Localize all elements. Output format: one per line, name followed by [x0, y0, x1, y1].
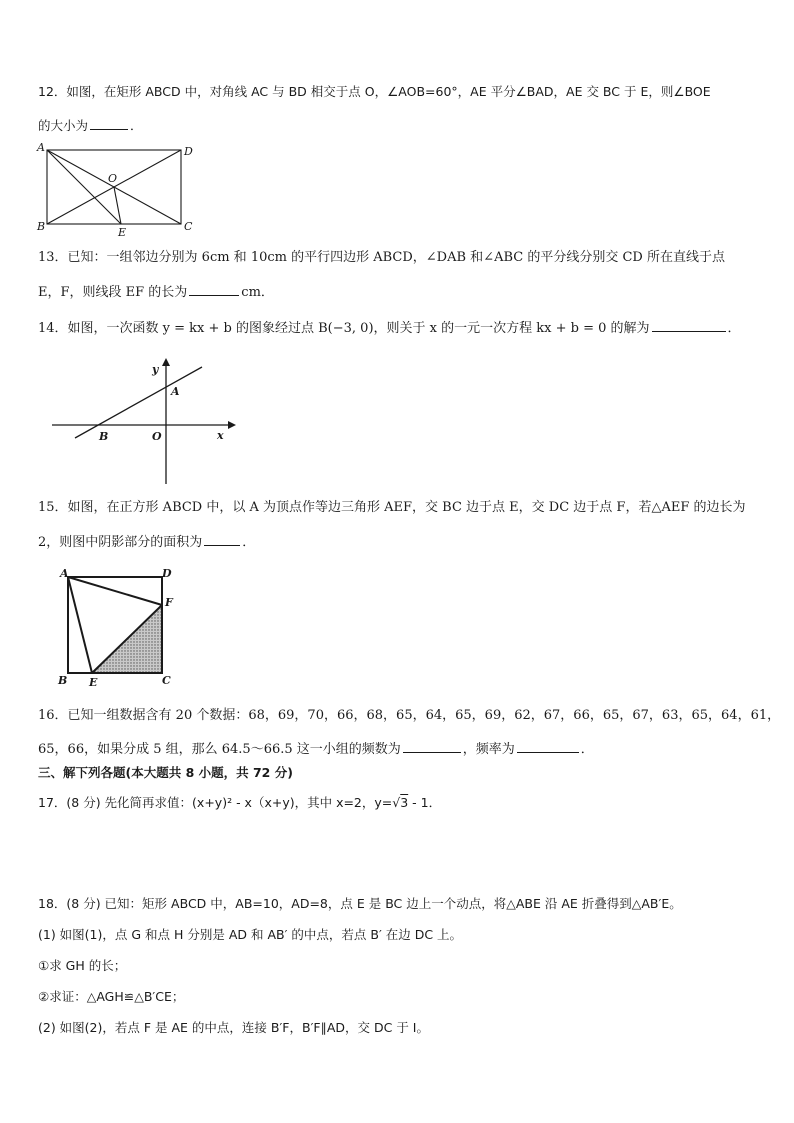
q14-label-b: B: [99, 430, 109, 443]
q14-line1-text: 14．如图，一次函数 y = kx + b 的图象经过点 B(−3, 0)，则关于 x 的一元一次方程 kx + b = 0 的解为: [38, 321, 650, 336]
q15-figure: [52, 566, 177, 688]
q16-line2-text: 65，66，如果分成 5 组，那么 64.5～66.5 这一小组的频数为: [38, 742, 401, 757]
q12-line1: 12．如图，在矩形 ABCD 中，对角线 AC 与 BD 相交于点 O，∠AOB=60°，AE 平分∠BAD，AE 交 BC 于 E，则∠BOE: [38, 84, 711, 99]
q14-x-arrow: [228, 421, 236, 429]
q14-label-o: O: [152, 430, 162, 443]
q15-label-b: B: [58, 674, 68, 687]
q14-label-y: y: [152, 363, 159, 376]
q17-line: [38, 794, 441, 812]
q17-sqrt-arg: 3: [400, 795, 409, 810]
q13-line1: 13．已知：一组邻边分别为 6cm 和 10cm 的平行四边形 ABCD，∠DAB 和∠ABC 的平分线分别交 CD 所在直线于点: [38, 250, 725, 265]
q18-line3: ①求 GH 的长；: [38, 958, 127, 973]
q15-segment-af: [68, 577, 162, 605]
q14-figure: [48, 358, 238, 486]
q12-line2-end: ．: [130, 118, 143, 133]
q15-label-e: E: [89, 676, 98, 688]
q17-text: 17．(8 分) 先化简再求值：(x+y)² - x（x+y)，其中 x=2，y=: [38, 795, 393, 810]
q16-line2: [38, 738, 594, 759]
q14-line1-end: ．: [727, 321, 741, 336]
q12-label-c: C: [184, 220, 193, 233]
q15-label-f: F: [165, 596, 173, 609]
q14-label-x: x: [217, 429, 224, 442]
q12-figure: [34, 140, 204, 236]
q15-line1: 15．如图，在正方形 ABCD 中，以 A 为顶点作等边三角形 AEF，交 BC 边于点 E，交 DC 边于点 F，若△AEF 的边长为: [38, 500, 746, 515]
q14-answer-blank: [652, 317, 726, 332]
q12-label-b: B: [37, 220, 46, 233]
q17-sqrt: √3: [392, 795, 409, 810]
q12-label-e: E: [118, 226, 127, 236]
q12-segment-ae: [47, 150, 121, 224]
q13-answer-blank: [189, 281, 239, 296]
q15-line2-end: ．: [242, 535, 256, 550]
q14-label-a: A: [171, 385, 180, 398]
q16-line1: 16．已知一组数据含有 20 个数据：68，69，70，66，68，65，64，65，69，62，67，66，65，67，63，65，64，61，: [38, 708, 781, 723]
q13-unit: cm．: [241, 285, 274, 300]
q18-line5: (2) 如图(2)，若点 F 是 AE 的中点，连接 B′F，B′F∥AD，交 DC 于 I。: [38, 1020, 429, 1035]
q16-line2-end: ．: [580, 742, 594, 757]
q18-line4: ②求证：△AGH≌△B′CE；: [38, 989, 185, 1004]
q16-rate-blank: [517, 738, 579, 753]
q18-line1: 18．(8 分) 已知：矩形 ABCD 中，AB=10，AD=8，点 E 是 BC 边上一个动点，将△ABE 沿 AE 折叠得到△AB′E。: [38, 896, 682, 911]
q14-y-arrow: [162, 358, 170, 366]
q18-line2: (1) 如图(1)，点 G 和点 H 分别是 AD 和 AB′ 的中点，若点 B′ 在边 DC 上。: [38, 927, 463, 942]
q16-line2-mid: ，频率为: [462, 742, 515, 757]
q14-line1: [38, 317, 741, 338]
q12-line2: [38, 115, 143, 135]
q15-line2-text: 2，则图中阴影部分的面积为: [38, 535, 203, 550]
section-3-heading: 三、解下列各题(本大题共 8 小题，共 72 分): [38, 765, 293, 780]
q15-segment-ae: [68, 577, 92, 673]
q15-line2: [38, 531, 255, 552]
q15-answer-blank: [204, 531, 240, 546]
q12-label-d: D: [184, 145, 193, 158]
q15-label-a: A: [60, 567, 69, 580]
q12-label-o: O: [108, 172, 118, 185]
q12-label-a: A: [37, 141, 45, 154]
q12-answer-blank: [90, 115, 128, 130]
q12-line2-text: 的大小为: [38, 118, 89, 133]
q14-function-line: [75, 367, 202, 438]
q15-label-d: D: [162, 567, 172, 580]
q15-label-c: C: [162, 674, 171, 687]
q13-line2-text: E，F，则线段 EF 的长为: [38, 285, 188, 300]
q17-text-end: - 1．: [408, 795, 442, 810]
q13-line2: [38, 281, 274, 302]
q16-frequency-blank: [403, 738, 461, 753]
